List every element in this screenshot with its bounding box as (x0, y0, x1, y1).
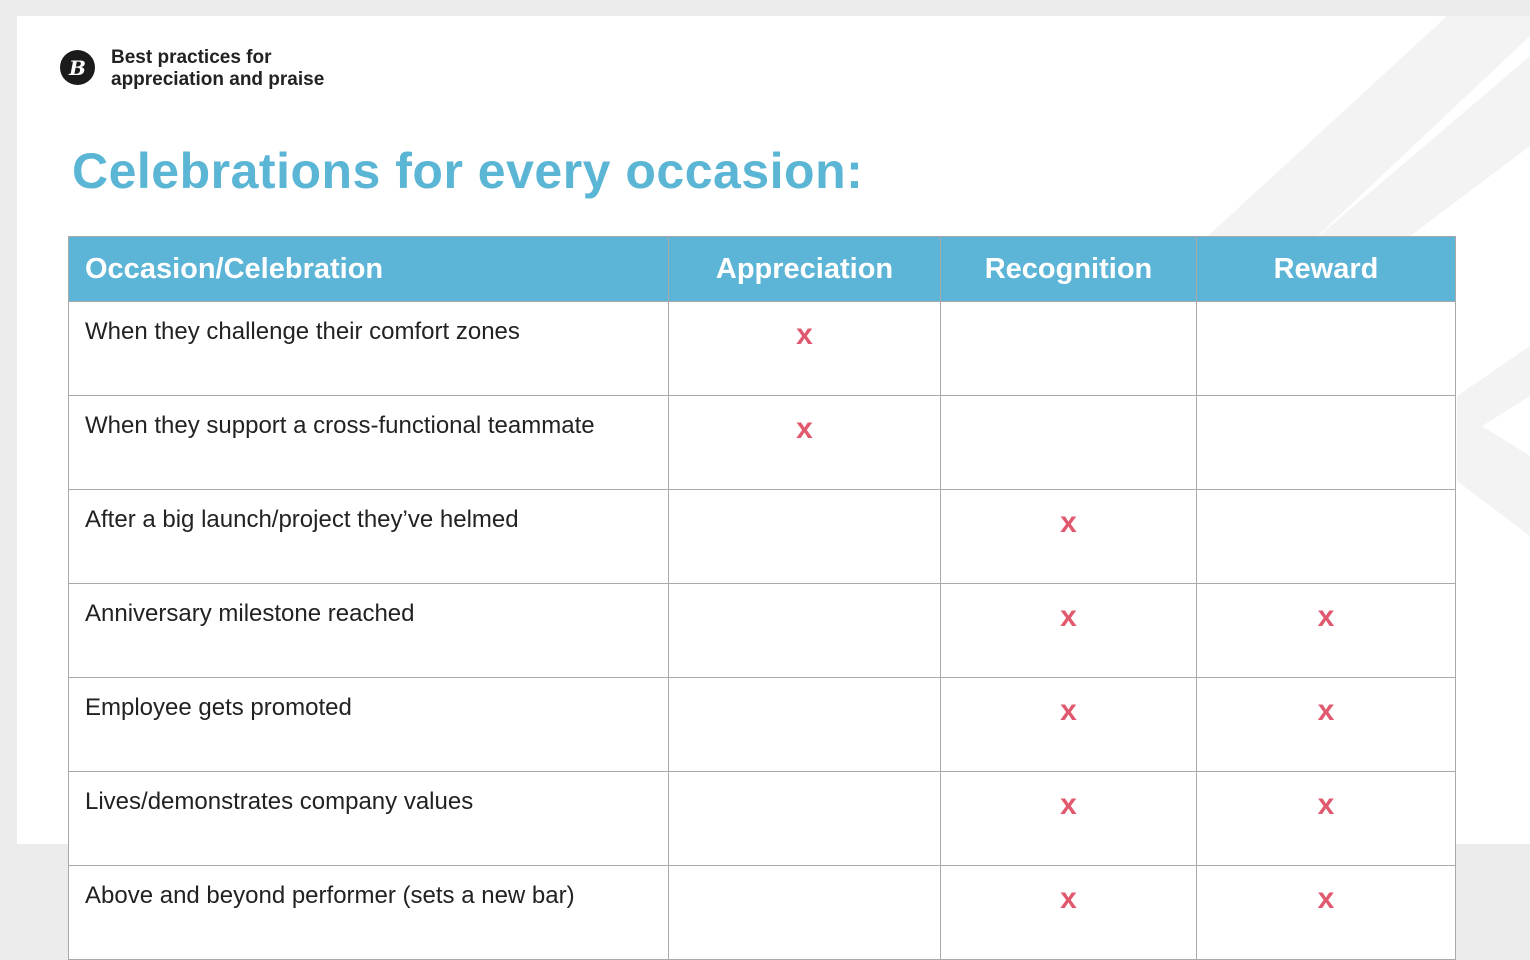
appreciation-cell (669, 866, 941, 960)
reward-cell (1197, 396, 1456, 490)
table-row (69, 396, 1456, 490)
occasion-cell: Anniversary milestone reached (69, 584, 669, 678)
table-header-row (69, 237, 1456, 302)
reward-cell (1197, 490, 1456, 584)
column-header-occasion: Occasion/Celebration (69, 237, 669, 302)
column-header-appreciation: Appreciation (669, 237, 941, 302)
table-row (69, 866, 1456, 960)
occasion-cell: Lives/demonstrates company values (69, 772, 669, 866)
page-title: Celebrations for every occasion: (72, 143, 864, 199)
recognition-cell (941, 396, 1197, 490)
occasion-cell: Employee gets promoted (69, 678, 669, 772)
slide (17, 16, 1530, 915)
occasion-table (68, 236, 1456, 960)
recognition-cell: x (941, 772, 1197, 866)
table-row (69, 302, 1456, 396)
occasion-cell: When they challenge their comfort zones (69, 302, 669, 396)
table-row (69, 678, 1456, 772)
recognition-cell (941, 302, 1197, 396)
table-row (69, 584, 1456, 678)
reward-cell: x (1197, 772, 1456, 866)
appreciation-cell (669, 772, 941, 866)
recognition-cell: x (941, 584, 1197, 678)
appreciation-cell (669, 584, 941, 678)
brand-logo: B (60, 50, 95, 85)
table-row (69, 490, 1456, 584)
appreciation-cell: x (669, 302, 941, 396)
appreciation-cell: x (669, 396, 941, 490)
table-row (69, 772, 1456, 866)
reward-cell (1197, 302, 1456, 396)
occasion-cell: When they support a cross-functional teammate (69, 396, 669, 490)
reward-cell: x (1197, 866, 1456, 960)
brand-title: Best practices for appreciation and praise (111, 47, 325, 90)
occasion-cell: After a big launch/project they’ve helmed (69, 490, 669, 584)
recognition-cell: x (941, 678, 1197, 772)
column-header-recognition: Recognition (941, 237, 1197, 302)
appreciation-cell (669, 490, 941, 584)
reward-cell: x (1197, 678, 1456, 772)
recognition-cell: x (941, 490, 1197, 584)
recognition-cell: x (941, 866, 1197, 960)
appreciation-cell (669, 678, 941, 772)
reward-cell: x (1197, 584, 1456, 678)
occasion-cell: Above and beyond performer (sets a new bar) (69, 866, 669, 960)
column-header-reward: Reward (1197, 237, 1456, 302)
